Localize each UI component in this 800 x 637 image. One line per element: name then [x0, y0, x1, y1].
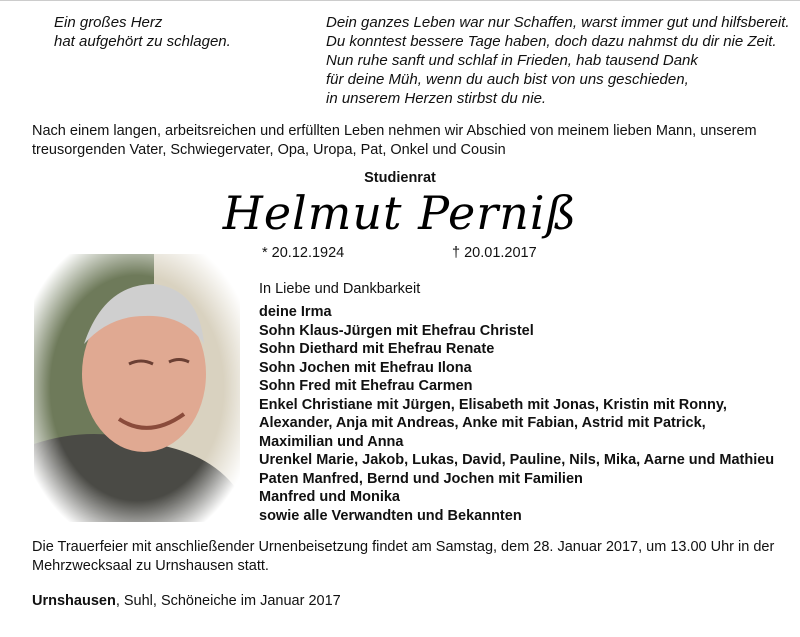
mourner-line: Manfred und Monika	[259, 489, 400, 505]
mourner-line: Alexander, Anja mit Andreas, Anke mit Fabian, Astrid mit Patrick,	[259, 415, 706, 431]
mourner-line: sowie alle Verwandten und Bekannten	[259, 507, 522, 524]
verse-left	[54, 13, 231, 51]
mourner-line: Paten Manfred, Bernd und Jochen mit Familien	[259, 470, 583, 487]
mourner-line: Sohn Klaus-Jürgen mit Ehefrau Christel	[259, 322, 534, 339]
place-date-line	[32, 593, 341, 609]
birth-date: * 20.12.1924	[262, 245, 345, 261]
funeral-service-text: Die Trauerfeier mit anschließender Urnenbeisetzung findet am Samstag, dem 28. Januar 2017, um 13.00 Uhr in der Mehrzwecksaal zu Urnshausen statt.	[32, 539, 775, 574]
mourner-line: Sohn Jochen mit Ehefrau Ilona	[259, 359, 472, 376]
verse-right-line: für deine Müh, wenn du auch bist von uns geschieden,	[326, 71, 689, 88]
mourners-list	[259, 303, 774, 525]
death-date: † 20.01.2017	[452, 245, 537, 261]
verse-left-line: Ein großes Herz	[54, 14, 163, 31]
verse-right-line: Nun ruhe sanft und schlaf in Frieden, hab tausend Dank	[326, 52, 698, 69]
mourner-line: Urenkel Marie, Jakob, Lukas, David, Pauline, Nils, Mika, Aarne und Mathieu	[259, 452, 775, 468]
mourner-line: Enkel Christiane mit Jürgen, Elisabeth mit Jonas, Kristin mit Ronny,	[259, 396, 727, 413]
intro-text: Nach einem langen, arbeitsreichen und erfüllten Leben nehmen wir Abschied von meinem lieben Mann, unserem treusorgenden Vater, Schwiegervater, Opa, Uropa, Pat, Onkel und Cousin	[32, 123, 757, 158]
mourner-line: Sohn Fred mit Ehefrau Carmen	[259, 378, 473, 394]
verse-right-line: Dein ganzes Leben war nur Schaffen, warst immer gut und hilfsbereit.	[326, 14, 790, 31]
academic-title: Studienrat	[364, 170, 436, 186]
portrait-illustration	[34, 254, 240, 522]
mourner-line: Maximilian und Anna	[259, 433, 404, 450]
place-town: Urnshausen	[32, 593, 116, 609]
verse-right	[326, 13, 790, 108]
mourner-line: deine Irma	[259, 304, 332, 320]
portrait-photo	[34, 254, 240, 522]
verse-right-line: Du konntest bessere Tage haben, doch dazu nahmst du dir nie Zeit.	[326, 33, 777, 50]
verse-right-line: in unserem Herzen stirbst du nie.	[326, 90, 547, 107]
place-rest: , Suhl, Schöneiche im Januar 2017	[115, 593, 341, 609]
mourner-line: Sohn Diethard mit Ehefrau Renate	[259, 341, 495, 357]
deceased-name: Helmut Perniß	[222, 186, 578, 240]
thanks-line: In Liebe und Dankbarkeit	[259, 281, 421, 297]
verse-left-line: hat aufgehört zu schlagen.	[54, 33, 231, 50]
